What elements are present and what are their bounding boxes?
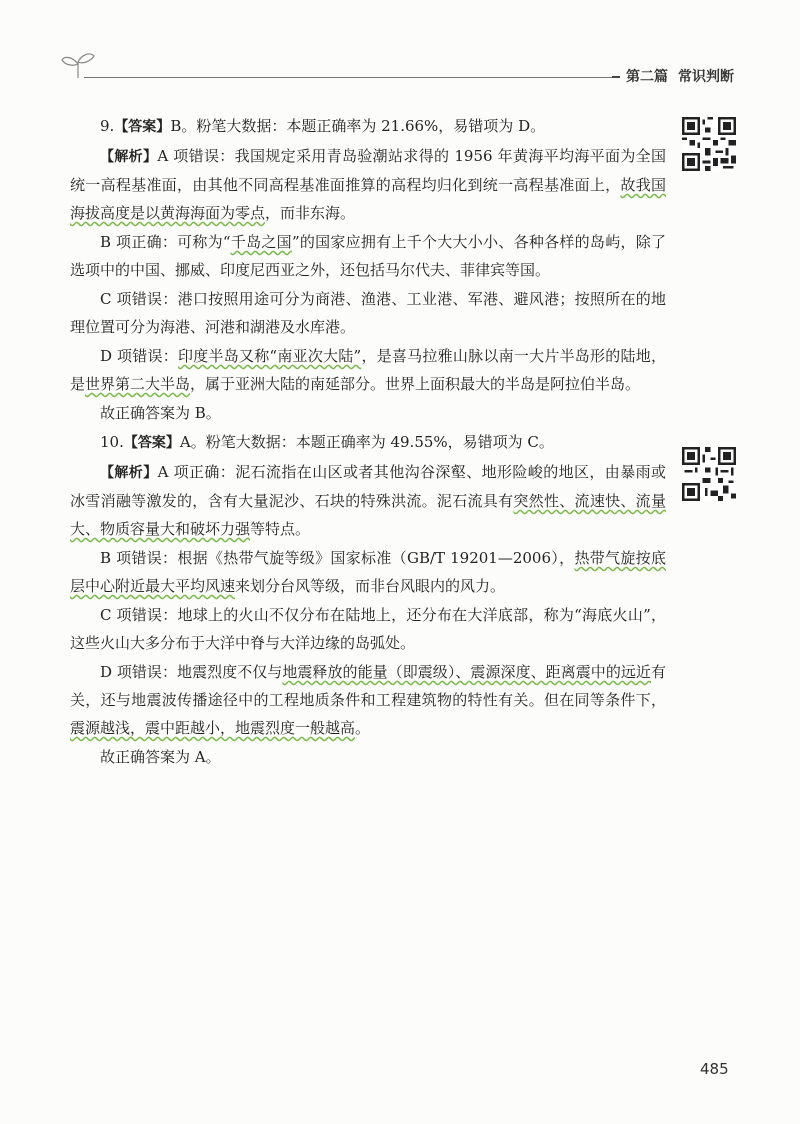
q9-b-pre: B 项正确：可称为“ xyxy=(100,233,231,251)
q10-b-pre: B 项错误：根据《热带气旋等级》国家标准（GB/T 19201—2006）， xyxy=(100,549,575,567)
q10-d-highlight-2: 震源越浅，震中距越小，地震烈度一般越高 xyxy=(70,719,356,737)
header-section-title xyxy=(620,66,734,86)
q10-d-mid: 有关，还与地震波传播途径中的工程地质条件和工程建筑物的特性有关。但在同等条件下， xyxy=(70,663,666,709)
analysis-tag: 【解析】 xyxy=(100,465,158,481)
header-section: 常识判断 xyxy=(678,69,734,85)
q10-a-pre: A 项正确：泥石流指在山区或者其他沟谷深壑、地形险峻的地区，由暴雨或冰雪消融等激发的，含有大量泥沙、石块的特殊洪流。泥石流具有 xyxy=(70,463,667,510)
sprout-icon xyxy=(58,50,98,80)
q9-a-highlight: 故我国海拔高度是以黄海海面为零点 xyxy=(70,176,666,222)
q10-analysis-d xyxy=(70,658,666,742)
q10-b-post: 来划分台风等级，而非台风眼内的风力。 xyxy=(235,577,506,595)
q9-number: 9. xyxy=(100,117,115,135)
answer-tag: 【答案】 xyxy=(114,119,171,135)
q10-b-highlight: 热带气旋按底层中心附近最大平均风速 xyxy=(70,549,666,595)
q10-conclusion: 故正确答案为 A。 xyxy=(100,748,221,766)
q9-a-tail: ，而非东海。 xyxy=(265,204,356,222)
answer-explanations xyxy=(70,112,666,772)
q9-analysis-b xyxy=(70,228,666,284)
qr-code-icon[interactable] xyxy=(682,117,736,171)
q10-analysis-a xyxy=(70,458,666,543)
q10-d-post: 。 xyxy=(355,719,371,737)
header-rule xyxy=(84,77,700,78)
q9-answer-line xyxy=(70,112,666,141)
header-part: 第二篇 xyxy=(626,69,668,85)
q9-answer-text: B。粉笔大数据：本题正确率为 21.66%，易错项为 D。 xyxy=(170,117,546,135)
q9-d-highlight-2: 世界第二大半岛 xyxy=(85,375,191,393)
q9-analysis-a xyxy=(70,142,666,227)
qr-code-icon[interactable] xyxy=(682,447,736,501)
q9-d-mid: ，是喜马拉雅山脉以南一大片半岛形的陆地，是 xyxy=(70,347,667,393)
page-number: 485 xyxy=(700,1060,729,1078)
q10-analysis-b xyxy=(70,544,666,600)
q10-number: 10. xyxy=(100,433,124,451)
q9-d-highlight-1: 印度半岛又称“南亚次大陆” xyxy=(178,347,362,365)
q9-d-post: ，属于亚洲大陆的南延部分。世界上面积最大的半岛是阿拉伯半岛。 xyxy=(190,375,641,393)
q9-analysis-d xyxy=(70,342,666,398)
analysis-tag: 【解析】 xyxy=(100,149,158,165)
q10-a-post: 等特点。 xyxy=(250,520,311,538)
q9-b-highlight: 千岛之国 xyxy=(230,233,292,251)
q10-d-highlight-1: 地震释放的能量（即震级）、震源深度、距离震中的远近 xyxy=(282,663,651,681)
q10-answer-line xyxy=(70,428,666,457)
q9-conclusion: 故正确答案为 B。 xyxy=(100,404,221,422)
q10-d-pre: D 项错误：地震烈度不仅与 xyxy=(100,663,283,681)
q9-a-text: A 项错误：我国规定采用青岛验潮站求得的 1956 年黄海平均海平面为全国统一高程基准面，由其他不同高程基准面推算的高程均归化到统一高程基准面上， xyxy=(70,147,666,194)
answer-tag: 【答案】 xyxy=(123,435,180,451)
page-header xyxy=(0,0,800,100)
q9-d-pre: D 项错误： xyxy=(100,347,178,365)
q9-analysis-c: C 项错误：港口按照用途可分为商港、渔港、工业港、军港、避风港；按照所在的地理位置可分为海港、河港和湖港及水库港。 xyxy=(70,290,666,336)
q10-a-highlight: 突然性、流速快、流量大、物质容量大和破坏力强 xyxy=(70,492,666,538)
q10-analysis-c: C 项错误：地球上的火山不仅分布在陆地上，还分布在大洋底部，称为“海底火山”，这些火山大多分布于大洋中脊与大洋边缘的岛弧处。 xyxy=(70,606,666,652)
q9-b-post: ”的国家应拥有上千个大大小小、各种各样的岛屿，除了选项中的中国、挪威、印度尼西亚之外，还包括马尔代夫、菲律宾等国。 xyxy=(70,233,666,279)
q10-answer-text: A。粉笔大数据：本题正确率为 49.55%，易错项为 C。 xyxy=(179,433,554,451)
